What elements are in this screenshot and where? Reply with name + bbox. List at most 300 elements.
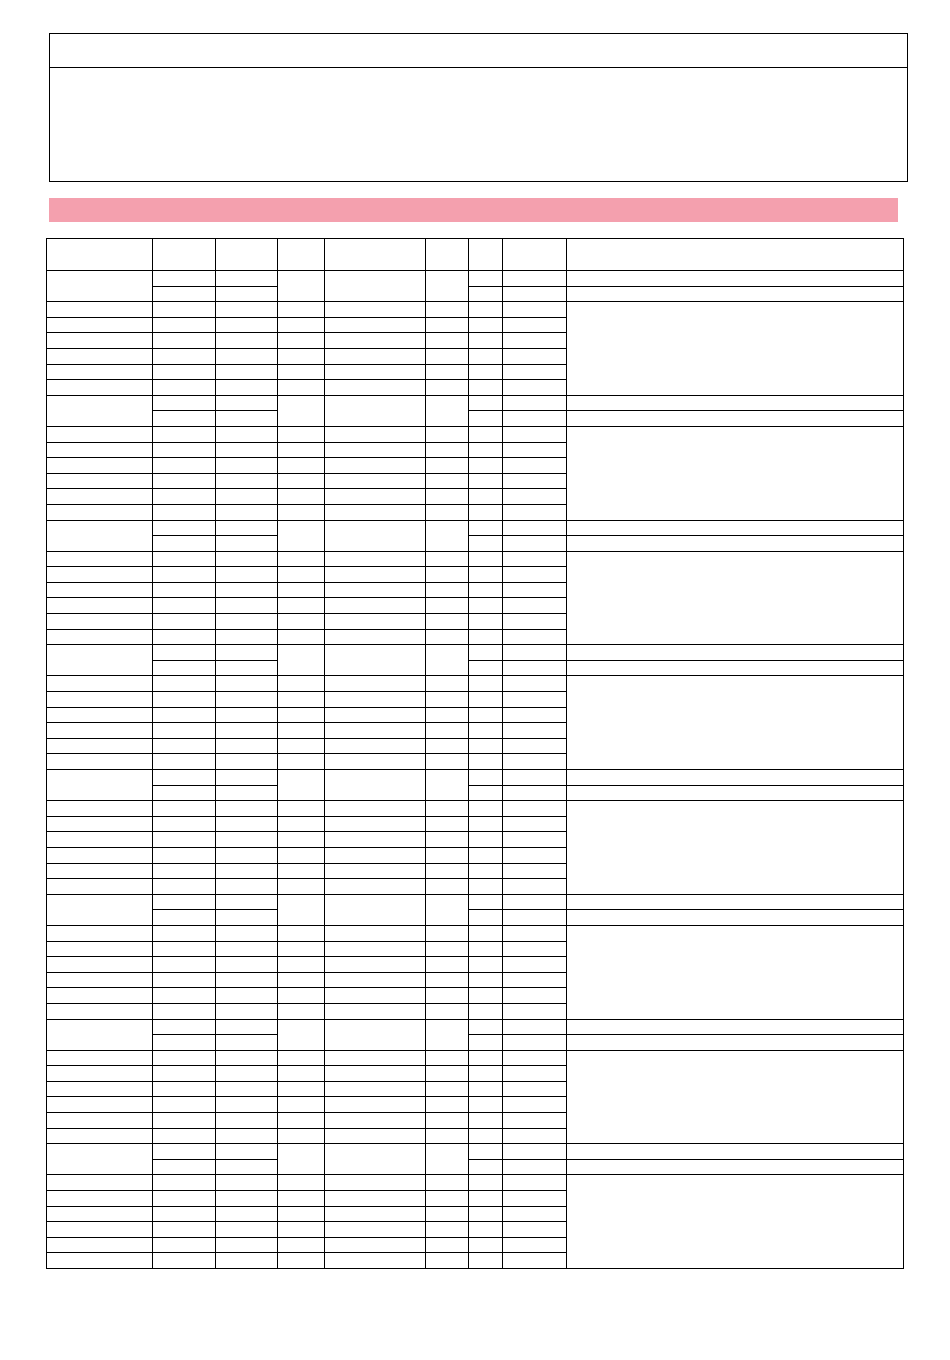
table-cell <box>153 426 216 442</box>
table-cell <box>469 504 503 520</box>
table-cell <box>47 1222 153 1238</box>
table-cell <box>153 847 216 863</box>
table-cell <box>503 723 567 739</box>
table-cell <box>426 832 469 848</box>
table-cell <box>325 645 426 676</box>
table-cell <box>325 1175 426 1191</box>
table-cell <box>325 582 426 598</box>
table-cell <box>325 1113 426 1129</box>
table-cell <box>216 1175 278 1191</box>
table-cell <box>469 302 503 318</box>
info-box <box>49 33 908 182</box>
table-cell <box>503 801 567 817</box>
table-cell <box>503 910 567 926</box>
table-cell <box>426 582 469 598</box>
table-cell <box>216 582 278 598</box>
table-cell <box>469 692 503 708</box>
table-cell <box>503 520 567 536</box>
table-cell <box>426 489 469 505</box>
table-cell <box>503 1128 567 1144</box>
table-cell <box>503 442 567 458</box>
note-cell <box>567 536 904 552</box>
table-cell <box>325 1019 426 1050</box>
table-cell <box>278 1175 325 1191</box>
table-cell <box>426 1253 469 1269</box>
note-cell <box>567 785 904 801</box>
table-cell <box>426 1066 469 1082</box>
table-cell <box>503 770 567 786</box>
table-cell <box>216 1081 278 1097</box>
table-cell <box>469 1050 503 1066</box>
table-cell <box>325 770 426 801</box>
table-cell <box>469 614 503 630</box>
table-cell <box>47 395 153 426</box>
table-cell <box>503 286 567 302</box>
table-cell <box>503 567 567 583</box>
table-cell <box>278 504 325 520</box>
table-cell <box>278 723 325 739</box>
table-cell <box>426 426 469 442</box>
table-cell <box>153 1003 216 1019</box>
table-cell <box>325 941 426 957</box>
table-cell <box>503 957 567 973</box>
table-cell <box>426 629 469 645</box>
table-cell <box>503 988 567 1004</box>
table-cell <box>47 1175 153 1191</box>
table-cell <box>469 348 503 364</box>
table-cell <box>153 957 216 973</box>
table-cell <box>426 1050 469 1066</box>
table-cell <box>47 863 153 879</box>
table-cell <box>47 473 153 489</box>
table-cell <box>153 380 216 396</box>
table-cell <box>426 317 469 333</box>
table-cell <box>426 894 469 925</box>
table-cell <box>278 645 325 676</box>
table-cell <box>503 1144 567 1160</box>
note-cell <box>567 910 904 926</box>
table-cell <box>503 504 567 520</box>
note-cell <box>567 770 904 786</box>
table-cell <box>216 520 278 536</box>
table-cell <box>278 551 325 567</box>
table-cell <box>153 723 216 739</box>
table-cell <box>153 660 216 676</box>
table-cell <box>153 395 216 411</box>
table-cell <box>469 286 503 302</box>
table-cell <box>503 1206 567 1222</box>
table-cell <box>153 785 216 801</box>
table-cell <box>469 863 503 879</box>
table-cell <box>47 988 153 1004</box>
table-cell <box>153 348 216 364</box>
table-cell <box>47 567 153 583</box>
table-cell <box>47 333 153 349</box>
table-cell <box>503 582 567 598</box>
table-cell <box>325 894 426 925</box>
table-cell <box>216 1253 278 1269</box>
table-cell <box>216 1206 278 1222</box>
table-row <box>47 645 904 661</box>
table-cell <box>216 1019 278 1035</box>
table-cell <box>216 1050 278 1066</box>
info-box-title <box>50 34 907 68</box>
table-cell <box>153 333 216 349</box>
table-cell <box>278 1222 325 1238</box>
table-cell <box>503 1222 567 1238</box>
table-cell <box>503 1097 567 1113</box>
table-cell <box>278 426 325 442</box>
table-cell <box>216 660 278 676</box>
table-cell <box>426 754 469 770</box>
table-row <box>47 1019 904 1035</box>
table-cell <box>153 473 216 489</box>
table-cell <box>278 988 325 1004</box>
table-cell <box>47 1003 153 1019</box>
table-cell <box>216 894 278 910</box>
table-cell <box>503 832 567 848</box>
note-block <box>567 302 904 396</box>
table-cell <box>503 614 567 630</box>
column-header <box>47 239 153 271</box>
table-cell <box>426 879 469 895</box>
table-cell <box>325 863 426 879</box>
table-cell <box>47 271 153 302</box>
table-cell <box>325 271 426 302</box>
table-cell <box>216 754 278 770</box>
table-cell <box>47 551 153 567</box>
table-cell <box>153 286 216 302</box>
table-cell <box>503 1081 567 1097</box>
table-cell <box>153 1019 216 1035</box>
table-cell <box>216 738 278 754</box>
table-cell <box>469 1144 503 1160</box>
table-cell <box>325 754 426 770</box>
column-header <box>278 239 325 271</box>
table-cell <box>216 770 278 786</box>
table-cell <box>278 676 325 692</box>
table-cell <box>469 879 503 895</box>
table-row <box>47 1035 904 1051</box>
table-cell <box>325 707 426 723</box>
table-cell <box>503 1035 567 1051</box>
note-cell <box>567 520 904 536</box>
table-cell <box>153 317 216 333</box>
note-cell <box>567 1144 904 1160</box>
table-cell <box>153 364 216 380</box>
table-cell <box>153 988 216 1004</box>
table-cell <box>503 348 567 364</box>
table-cell <box>426 645 469 676</box>
table-cell <box>426 723 469 739</box>
table-cell <box>503 551 567 567</box>
table-cell <box>153 1066 216 1082</box>
table-row <box>47 770 904 786</box>
table-cell <box>216 473 278 489</box>
table-cell <box>278 520 325 551</box>
table-cell <box>153 536 216 552</box>
table-cell <box>47 1144 153 1175</box>
table-cell <box>278 832 325 848</box>
table-cell <box>153 738 216 754</box>
table-row <box>47 1050 904 1066</box>
table-cell <box>47 1113 153 1129</box>
table-cell <box>47 317 153 333</box>
table-cell <box>426 707 469 723</box>
table-cell <box>47 1050 153 1066</box>
table-cell <box>216 863 278 879</box>
table-cell <box>153 1128 216 1144</box>
table-cell <box>469 957 503 973</box>
table-cell <box>503 395 567 411</box>
table-cell <box>216 1113 278 1129</box>
table-cell <box>325 957 426 973</box>
table-cell <box>278 925 325 941</box>
note-block <box>567 925 904 1019</box>
table-cell <box>153 879 216 895</box>
column-header <box>325 239 426 271</box>
table-cell <box>503 536 567 552</box>
note-block <box>567 1050 904 1144</box>
table-cell <box>325 832 426 848</box>
table-cell <box>469 1222 503 1238</box>
table-cell <box>216 1035 278 1051</box>
table-row <box>47 302 904 318</box>
note-cell <box>567 1019 904 1035</box>
table-cell <box>47 1128 153 1144</box>
table-cell <box>216 426 278 442</box>
table-cell <box>469 1128 503 1144</box>
table-cell <box>278 598 325 614</box>
table-cell <box>503 847 567 863</box>
note-cell <box>567 395 904 411</box>
table-cell <box>469 1113 503 1129</box>
table-cell <box>216 692 278 708</box>
table-cell <box>47 1019 153 1050</box>
table-cell <box>426 1222 469 1238</box>
table-cell <box>469 442 503 458</box>
table-cell <box>325 847 426 863</box>
table-cell <box>325 489 426 505</box>
table-row <box>47 551 904 567</box>
table-cell <box>426 458 469 474</box>
table-cell <box>469 894 503 910</box>
table-cell <box>325 723 426 739</box>
table-row <box>47 894 904 910</box>
table-cell <box>216 879 278 895</box>
table-cell <box>153 1237 216 1253</box>
table-cell <box>503 925 567 941</box>
table-cell <box>278 271 325 302</box>
table-cell <box>47 1253 153 1269</box>
table-cell <box>278 629 325 645</box>
table-cell <box>47 1206 153 1222</box>
table-cell <box>153 1097 216 1113</box>
table-cell <box>216 629 278 645</box>
table-cell <box>325 504 426 520</box>
table-cell <box>153 614 216 630</box>
table-cell <box>278 1097 325 1113</box>
table-cell <box>325 1206 426 1222</box>
table-cell <box>426 302 469 318</box>
table-cell <box>325 1066 426 1082</box>
table-cell <box>47 458 153 474</box>
table-cell <box>469 972 503 988</box>
table-row <box>47 411 904 427</box>
table-cell <box>47 894 153 925</box>
table-cell <box>325 1003 426 1019</box>
table-cell <box>469 536 503 552</box>
table-cell <box>503 333 567 349</box>
table-cell <box>47 707 153 723</box>
table-cell <box>278 1050 325 1066</box>
table-cell <box>426 941 469 957</box>
table-cell <box>278 847 325 863</box>
column-header <box>153 239 216 271</box>
table-cell <box>278 801 325 817</box>
table-cell <box>47 380 153 396</box>
table-cell <box>469 660 503 676</box>
table-cell <box>278 302 325 318</box>
table-cell <box>503 941 567 957</box>
table-cell <box>153 770 216 786</box>
table-row <box>47 271 904 287</box>
table-cell <box>47 692 153 708</box>
table-cell <box>325 1222 426 1238</box>
table-cell <box>426 614 469 630</box>
table-cell <box>325 458 426 474</box>
table-cell <box>216 816 278 832</box>
table-cell <box>216 801 278 817</box>
column-header <box>503 239 567 271</box>
table-cell <box>47 770 153 801</box>
table-cell <box>426 738 469 754</box>
table-cell <box>47 302 153 318</box>
table-cell <box>426 504 469 520</box>
table-cell <box>153 598 216 614</box>
table-cell <box>503 489 567 505</box>
table-cell <box>278 957 325 973</box>
table-cell <box>325 598 426 614</box>
table-cell <box>469 489 503 505</box>
table-cell <box>47 1066 153 1082</box>
table-cell <box>278 879 325 895</box>
table-cell <box>469 832 503 848</box>
table-cell <box>47 645 153 676</box>
table-cell <box>153 551 216 567</box>
table-cell <box>216 458 278 474</box>
table-cell <box>325 1237 426 1253</box>
table-cell <box>153 1144 216 1160</box>
table-row <box>47 286 904 302</box>
table-cell <box>325 1144 426 1175</box>
table-row <box>47 1175 904 1191</box>
table-row <box>47 676 904 692</box>
table-cell <box>216 348 278 364</box>
table-cell <box>325 1191 426 1207</box>
table-cell <box>153 489 216 505</box>
table-cell <box>325 801 426 817</box>
table-cell <box>426 271 469 302</box>
table-cell <box>469 1003 503 1019</box>
table-cell <box>503 1113 567 1129</box>
table-cell <box>153 645 216 661</box>
table-cell <box>278 707 325 723</box>
table-cell <box>153 458 216 474</box>
table-row <box>47 925 904 941</box>
table-cell <box>216 442 278 458</box>
table-cell <box>216 1003 278 1019</box>
table-cell <box>469 1066 503 1082</box>
table-cell <box>325 317 426 333</box>
table-cell <box>47 972 153 988</box>
table-cell <box>153 1081 216 1097</box>
note-cell <box>567 1159 904 1175</box>
table-cell <box>426 676 469 692</box>
note-cell <box>567 645 904 661</box>
note-cell <box>567 660 904 676</box>
table-cell <box>278 894 325 925</box>
table-row <box>47 785 904 801</box>
table-cell <box>47 1097 153 1113</box>
table-cell <box>47 957 153 973</box>
table-cell <box>503 1237 567 1253</box>
table-cell <box>325 1081 426 1097</box>
table-cell <box>47 1191 153 1207</box>
table-cell <box>426 925 469 941</box>
table-cell <box>216 910 278 926</box>
table-cell <box>469 567 503 583</box>
table-cell <box>426 567 469 583</box>
table-cell <box>47 676 153 692</box>
table-cell <box>153 816 216 832</box>
table-cell <box>469 1081 503 1097</box>
table-cell <box>426 816 469 832</box>
table-cell <box>153 302 216 318</box>
table-cell <box>426 972 469 988</box>
table-row <box>47 520 904 536</box>
table-cell <box>469 988 503 1004</box>
table-cell <box>426 692 469 708</box>
table-cell <box>426 1237 469 1253</box>
table-cell <box>426 1019 469 1050</box>
table-cell <box>216 785 278 801</box>
table-cell <box>216 567 278 583</box>
table-cell <box>278 473 325 489</box>
table-cell <box>216 286 278 302</box>
table-cell <box>47 1081 153 1097</box>
table-cell <box>216 333 278 349</box>
table-cell <box>325 364 426 380</box>
table-cell <box>47 442 153 458</box>
column-header <box>426 239 469 271</box>
table-cell <box>426 988 469 1004</box>
table-cell <box>325 879 426 895</box>
table-cell <box>503 1175 567 1191</box>
table-cell <box>503 1253 567 1269</box>
table-cell <box>278 364 325 380</box>
table-cell <box>503 738 567 754</box>
table-cell <box>469 1175 503 1191</box>
table-cell <box>278 816 325 832</box>
table-cell <box>503 1050 567 1066</box>
table-cell <box>278 395 325 426</box>
table-cell <box>278 1113 325 1129</box>
note-block <box>567 551 904 645</box>
table-cell <box>325 816 426 832</box>
table-cell <box>426 801 469 817</box>
note-cell <box>567 894 904 910</box>
